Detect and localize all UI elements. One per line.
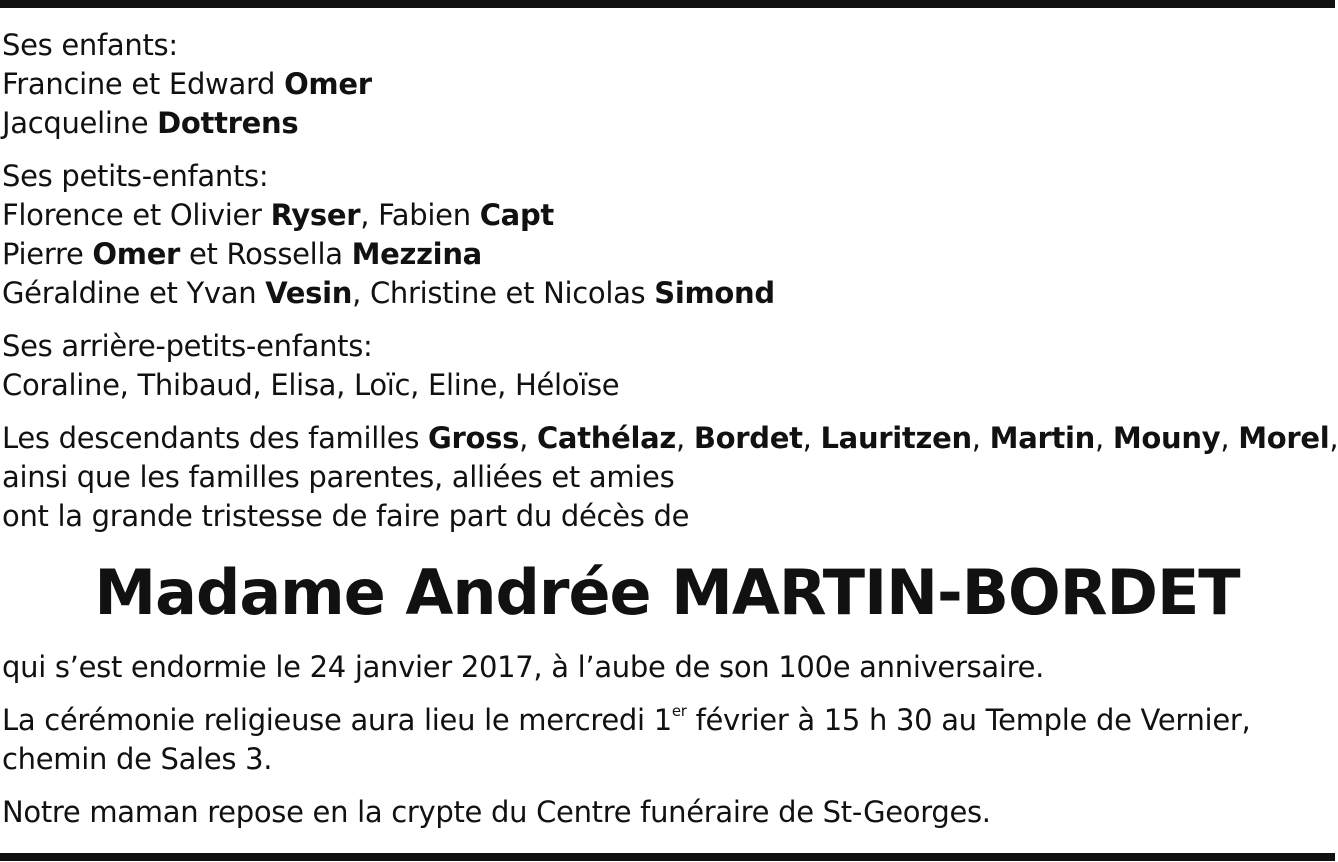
top-rule [0, 0, 1335, 8]
children-line-2: Jacqueline Dottrens [2, 106, 299, 140]
family-name: Gross [428, 421, 520, 455]
grandchildren-line-1: Florence et Olivier Ryser, Fabien Capt [2, 198, 554, 232]
family-name: Lauritzen [820, 421, 972, 455]
families-line-2: ainsi que les familles parentes, alliées et amies [2, 460, 675, 494]
families-line-3: ont la grande tristesse de faire part du décès de [2, 499, 690, 533]
ceremony-line-1: La cérémonie religieuse aura lieu le mercredi 1er février à 15 h 30 au Temple de Vernier, [2, 702, 1251, 737]
family-name: Cathélaz [536, 421, 676, 455]
families-section [2, 419, 1338, 536]
passing-section [2, 648, 1332, 687]
rest-section [2, 793, 1332, 832]
great-grandchildren-names: Coraline, Thibaud, Elisa, Loïc, Eline, Héloïse [2, 368, 620, 402]
great-grandchildren-section [2, 327, 1332, 405]
bottom-rule [0, 853, 1335, 861]
families-line-1: Les descendants des familles Gross, Cathélaz, Bordet, Lauritzen, Martin, Mouny, Morel, [2, 421, 1338, 455]
grandchildren-heading: Ses petits-enfants: [2, 159, 269, 193]
rest-line: Notre maman repose en la crypte du Centre funéraire de St-Georges. [2, 795, 991, 829]
children-section [2, 26, 1332, 143]
grandchildren-line-2: Pierre Omer et Rossella Mezzina [2, 237, 482, 271]
ceremony-section [2, 701, 1332, 779]
family-name: Bordet [693, 421, 803, 455]
ceremony-line-2: chemin de Sales 3. [2, 742, 273, 776]
deceased-name: Madame Andrée MARTIN-BORDET [94, 556, 1240, 629]
obituary-notice [2, 26, 1338, 832]
children-heading: Ses enfants: [2, 28, 178, 62]
grandchildren-section [2, 157, 1332, 313]
family-name: Morel [1238, 421, 1330, 455]
passing-line: qui s’est endormie le 24 janvier 2017, à l’aube de son 100e anniversaire. [2, 650, 1045, 684]
family-name: Martin [989, 421, 1096, 455]
children-line-1: Francine et Edward Omer [2, 67, 372, 101]
grandchildren-line-3: Géraldine et Yvan Vesin, Christine et Nicolas Simond [2, 276, 775, 310]
great-grandchildren-heading: Ses arrière-petits-enfants: [2, 329, 373, 363]
family-name: Mouny [1112, 421, 1221, 455]
